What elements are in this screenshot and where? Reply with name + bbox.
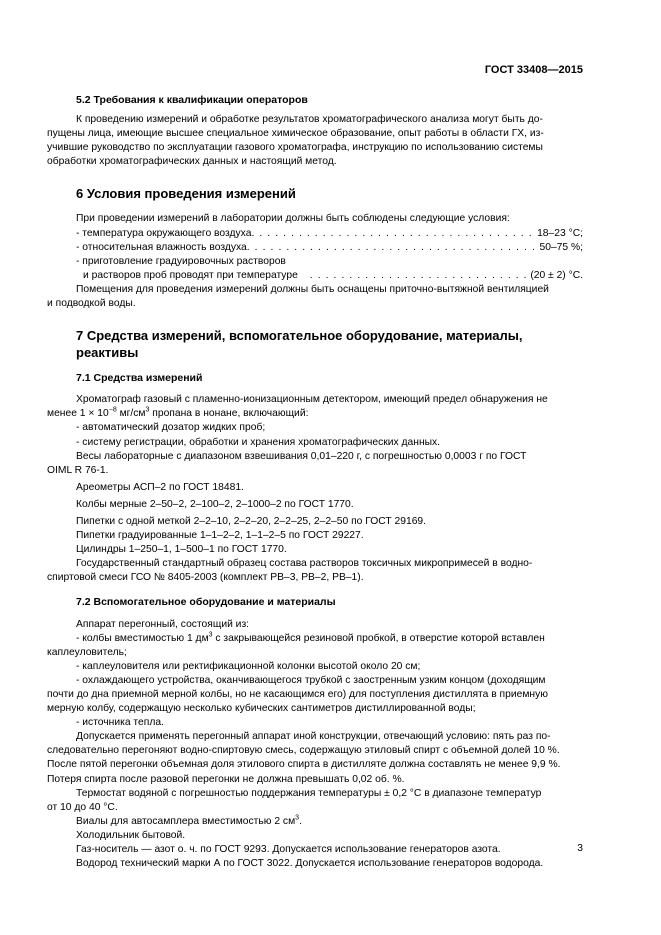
section-7-1-title: 7.1 Средства измерений bbox=[76, 372, 203, 385]
condition-humidity bbox=[76, 241, 583, 255]
paragraph-line: следовательно перегоняют водно-спиртовую смесь, содержащую этиловый спирт с объемной долей 10 %. bbox=[47, 745, 560, 757]
section-7-2 bbox=[47, 595, 583, 871]
paragraph-line: обработки хроматографических данных и настоящий метод. bbox=[47, 156, 337, 168]
condition-value: 18–23 °С; bbox=[537, 227, 583, 239]
list-item-cont: мерную колбу, содержащую несколько кубических сантиметров дистиллированной воды; bbox=[47, 703, 476, 715]
paragraph-line: и подводкой воды. bbox=[47, 298, 136, 310]
paragraph-line: Газ-носитель — азот о. ч. по ГОСТ 9293. Допускается использование генераторов азота. bbox=[76, 844, 501, 856]
list-item: - охлаждающего устройства, оканчивающегося трубкой с заостренным узким концом (доходящим bbox=[76, 674, 546, 686]
section-7-2-title: 7.2 Вспомогательное оборудование и материалы bbox=[76, 596, 336, 609]
paragraph-line: - приготовление градуировочных растворов bbox=[76, 255, 286, 267]
condition-label: и растворов проб проводят при температуре bbox=[83, 269, 298, 281]
paragraph-line: Пипетки с одной меткой 2–2–10, 2–2–20, 2–2–25, 2–2–50 по ГОСТ 29169. bbox=[76, 515, 427, 527]
paragraph-line: от 10 до 40 °С. bbox=[47, 801, 118, 813]
section-7-title: 7 Средства измерений, вспомогательное оборудование, материалы, bbox=[76, 328, 523, 344]
paragraph-line: При проведении измерений в лаборатории должны быть соблюдены следующие условия: bbox=[76, 213, 510, 225]
paragraph-line: Пипетки градуированные 1–1–2–2, 1–1–2–5 по ГОСТ 29227. bbox=[76, 530, 364, 542]
paragraph-line: учившие руководство по эксплуатации газового хроматографа, инструкцию по использованию системы bbox=[47, 142, 543, 154]
paragraph-line: Потеря спирта после разовой перегонки не должна превышать 0,02 об. %. bbox=[47, 773, 405, 785]
paragraph-line: менее $1 \times 10^{-8}$ $мг/см^3$ пропана в нонане, включающий: bbox=[47, 406, 309, 420]
section-7-title-cont: реактивы bbox=[76, 345, 139, 361]
section-7 bbox=[76, 327, 583, 361]
condition-value: (20 ± 2) °С. bbox=[530, 269, 583, 281]
paragraph-line: пущены лица, имеющие высшее специальное химическое образование, опыт работы в области ГХ, из- bbox=[47, 128, 544, 140]
section-5-2-title: 5.2 Требования к квалификации операторов bbox=[76, 94, 308, 106]
paragraph-line: К проведению измерений и обработке результатов хроматографического анализа могут быть до- bbox=[76, 114, 543, 126]
section-6 bbox=[47, 185, 583, 311]
paragraph-line: Весы лабораторные с диапазоном взвешивания 0,01–220 г, с погрешностью 0,0003 г по ГОСТ bbox=[76, 450, 527, 462]
paragraph-line: Термостат водяной с погрешностью поддержания температуры ± 0,2 °С в диапазоне температур bbox=[76, 787, 542, 799]
document-body bbox=[47, 93, 583, 871]
section-6-title: 6 Условия проведения измерений bbox=[76, 186, 296, 202]
list-item: - колбы вместимостью 1 $дм^3$ с закрывающейся резиновой пробкой, в отверстие которой вставлен bbox=[76, 631, 545, 644]
paragraph-line: Виалы для автосамплера вместимостью 2 $см^3$. bbox=[76, 814, 302, 827]
list-item: - автоматический дозатор жидких проб; bbox=[76, 422, 266, 434]
list-item: - источника тепла. bbox=[76, 717, 164, 729]
paragraph-line: Хроматограф газовый с пламенно-ионизационным детектором, имеющий предел обнаружения не bbox=[76, 394, 548, 406]
paragraph-line: Колбы мерные 2–50–2, 2–100–2, 2–1000–2 по ГОСТ 1770. bbox=[76, 498, 354, 510]
page-number: 3 bbox=[577, 843, 583, 854]
list-item: - каплеуловителя или ректификационной колонки высотой около 20 см; bbox=[76, 660, 421, 672]
condition-value: 50–75 %; bbox=[539, 241, 583, 253]
list-item-cont: каплеуловитель; bbox=[47, 646, 127, 658]
condition-temperature bbox=[76, 227, 583, 241]
list-item: - систему регистрации, обработки и хранения хроматографических данных. bbox=[76, 436, 441, 448]
paragraph-line: Помещения для проведения измерений должны быть оснащены приточно-вытяжной вентиляцией bbox=[76, 283, 549, 295]
paragraph-line: Ареометры АСП–2 по ГОСТ 18481. bbox=[76, 481, 244, 493]
section-5-2 bbox=[47, 93, 583, 169]
paragraph-line: Аппарат перегонный, состоящий из: bbox=[76, 618, 250, 630]
paragraph-line: Цилиндры 1–250–1, 1–500–1 по ГОСТ 1770. bbox=[76, 544, 287, 556]
paragraph-line: OIML R 76-1. bbox=[47, 464, 109, 476]
condition-label: - температура окружающего воздуха bbox=[76, 227, 252, 239]
document-code-header: ГОСТ 33408—2015 bbox=[484, 64, 583, 76]
paragraph-line: Государственный стандартный образец состава растворов токсичных микропримесей в водно- bbox=[76, 558, 533, 570]
paragraph-line: спиртовой смеси ГСО № 8405-2003 (комплект РВ–3, РВ–2, РВ–1). bbox=[47, 572, 364, 584]
paragraph-line: Допускается применять перегонный аппарат иной конструкции, отвечающий условию: пять раз по- bbox=[76, 731, 551, 743]
condition-preparation bbox=[76, 269, 583, 283]
paragraph-line: После пятой перегонки объемная доля этилового спирта в дистилляте должна составлять не менее 9,9 %. bbox=[47, 759, 561, 771]
list-item-cont: почти до дна приемной мерной колбы, но не касающимся его) для поступления дистиллята в приемную bbox=[47, 689, 548, 700]
section-7-1 bbox=[47, 371, 583, 585]
paragraph-line: Холодильник бытовой. bbox=[76, 829, 186, 841]
condition-label: - относительная влажность воздуха bbox=[76, 241, 247, 253]
paragraph-line: Водород технический марки А по ГОСТ 3022. Допускается использование генераторов водорода. bbox=[76, 858, 544, 870]
